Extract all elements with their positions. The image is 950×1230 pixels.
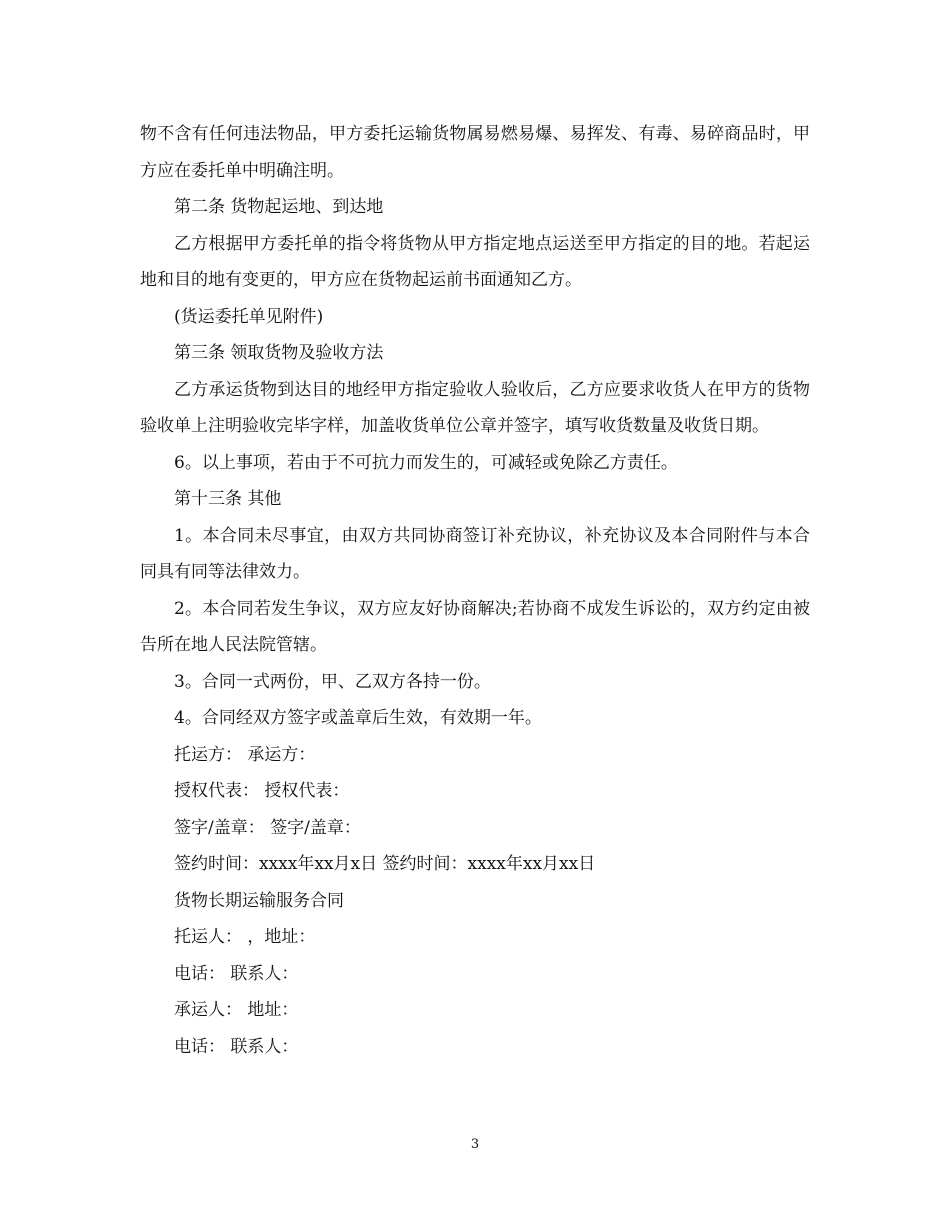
paragraph-force-majeure: 6。以上事项，若由于不可抗力而发生的，可减轻或免除乙方责任。 xyxy=(174,452,678,473)
document-body xyxy=(140,116,810,1065)
heading-article-2: 第二条 货物起运地、到达地 xyxy=(174,197,384,217)
paragraph-goods-declaration: 物不含有任何违法物品，甲方委托运输货物属易燃易爆、易挥发、有毒、易碎商品时，甲方应在委托单中明确注明。 xyxy=(140,124,810,181)
carrier-address: 承运人： 地址： xyxy=(174,1000,299,1020)
paragraph-attachment-note: (货运委托单见附件) xyxy=(174,306,324,327)
paragraph-clause-2: 2。本合同若发生争议，双方应友好协商解决;若协商不成发生诉讼的，双方约定由被告所在地人民法院管辖。 xyxy=(140,598,810,655)
heading-article-3: 第三条 领取货物及验收方法 xyxy=(174,343,384,363)
carrier-contact: 电话： 联系人： xyxy=(174,1036,299,1057)
paragraph-clause-1: 1。本合同未尽事宜，由双方共同协商签订补充协议，补充协议及本合同附件与本合同具有同等法律效力。 xyxy=(140,525,810,582)
signature-representatives: 授权代表： 授权代表： xyxy=(174,781,350,801)
signature-seal: 签字/盖章： 签字/盖章： xyxy=(174,817,361,838)
paragraph-clause-4: 4。合同经双方签字或盖章后生效，有效期一年。 xyxy=(174,708,542,728)
shipper-address: 托运人： ，地址： xyxy=(174,927,316,947)
paragraph-acceptance: 乙方承运货物到达目的地经甲方指定验收人验收后，乙方应要求收货人在甲方的货物验收单上注明验收完毕字样，加盖收货单位公章并签字，填写收货数量及收货日期。 xyxy=(140,379,810,436)
signature-date: 签约时间：xxxx年xx月x日 签约时间：xxxx年xx月xx日 xyxy=(174,854,596,874)
paragraph-clause-3: 3。合同一式两份，甲、乙双方各持一份。 xyxy=(174,671,491,692)
shipper-contact: 电话： 联系人： xyxy=(174,963,299,984)
heading-article-13: 第十三条 其他 xyxy=(174,489,282,509)
paragraph-delivery-route: 乙方根据甲方委托单的指令将货物从甲方指定地点运送至甲方指定的目的地。若起运地和目的地有变更的，甲方应在货物起运前书面通知乙方。 xyxy=(140,233,810,290)
page-number: 3 xyxy=(470,1137,480,1152)
signature-parties: 托运方： 承运方： xyxy=(174,744,316,765)
contract-title: 货物长期运输服务合同 xyxy=(174,890,344,911)
